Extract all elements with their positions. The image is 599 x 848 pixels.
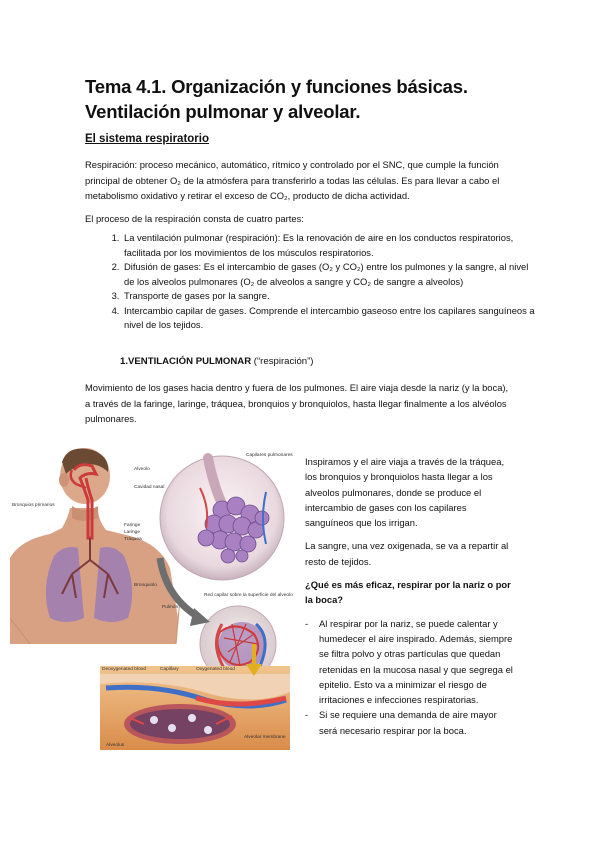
right-column-text <box>305 454 515 738</box>
inspiration-paragraph: Inspiramos y el aire viaja a través de la tráquea, los bronquios y bronquiolos hasta llegar a los alveolos pulmonares, donde se produce el intercambio de gases con los capilares sanguíneos que los irrigan. <box>305 456 505 529</box>
label-membrane: Alveolar membrane <box>244 735 286 740</box>
oxygenated-blood-paragraph: La sangre, una vez oxigenada, se va a repartir al resto de tejidos. <box>305 540 509 567</box>
label-bronquios-line1: Bronquios primarios <box>12 503 55 508</box>
label-cavidad-nasal: Cavidad nasal <box>134 485 165 490</box>
label-alveolo: Alveolo <box>134 467 150 472</box>
label-deoxygenated: Deoxygenated blood <box>102 667 147 672</box>
answer-list <box>305 616 515 738</box>
human-torso-drawing <box>10 448 180 644</box>
list-item: - Si se requiere una demanda de aire mayor será necesario respirar por la boca. <box>305 707 515 738</box>
list-item: 4. Intercambio capilar de gases. Comprende el intercambio gaseoso entre los capilares sanguíneos a nivel de los tejidos. <box>122 304 540 333</box>
page-title: Tema 4.1. Organización y funciones básicas. Ventilación pulmonar y alveolar. <box>85 76 468 122</box>
list-item: - Al respirar por la nariz, se puede calentar y humedecer el aire inspirado. Además, siempre se filtra polvo y otras partículas que quedan retenidas en la mucosa nasal y que segrega el epitelio. Esto va a minimizar el riesgo de irritaciones e infecciones respiratorias. <box>305 616 515 708</box>
subsection-heading-text: 1.VENTILACIÓN PULMONAR <box>120 356 252 367</box>
list-item: 1. La ventilación pulmonar (respiración): Es la renovación de aire en los conductos respiratorios, facilitada por los movimientos de los músculos respiratorios. <box>122 231 540 260</box>
label-capilares: Capilares pulmonares <box>246 453 293 458</box>
list-item: 3. Transporte de gases por la sangre. <box>122 289 540 304</box>
respiratory-illustration <box>10 448 300 754</box>
process-steps-list <box>100 231 540 333</box>
list-item: 2. Difusión de gases: Es el intercambio de gases (O₂ y CO₂) entre los pulmones y la sangre, al nivel de los alveolos pulmonares (O₂ de alveolos a sangre y CO₂ de sangre a alveolos) <box>122 260 540 289</box>
subsection-heading-note: (“respiración”) <box>253 356 314 367</box>
label-laringe: Laringe <box>124 530 141 535</box>
subsection-heading <box>120 356 314 367</box>
label-capillary: Capillary <box>160 667 179 672</box>
ventilation-paragraph: Movimiento de los gases hacia dentro y fuera de los pulmones. El aire viaja desde la nariz (y la boca), a través de la faringe, laringe, tráquea, bronquios y bronquiolos, hasta llegar finalmente a los alvéolos pulmonares. <box>85 382 509 424</box>
section-heading: El sistema respiratorio <box>85 133 209 145</box>
label-bronquiolo: Bronquiolo <box>134 583 157 588</box>
label-pulmon: Pulmón <box>162 605 179 610</box>
label-faringe: Faringe <box>124 523 141 528</box>
label-traquea: Tráquea <box>124 537 142 542</box>
respiratory-system-figure <box>10 448 300 754</box>
label-alveolus: Alveolus <box>106 743 125 748</box>
label-red-capilar: Red capilar sobre la superficie del alveolo <box>204 593 293 598</box>
process-intro: El proceso de la respiración consta de cuatro partes: <box>85 213 304 224</box>
intro-paragraph: Respiración: proceso mecánico, automático, rítmico y controlado por el SNC, que cumple la función principal de obtener O₂ de la atmósfera para transferirlo a todas las células. Es para llevar a cabo el metabolismo oxidativo y retirar el exceso de CO₂, producto de dicha actividad. <box>85 159 500 201</box>
label-oxygenated: Oxygenated blood <box>196 667 235 672</box>
alveolus-magnified <box>160 456 284 580</box>
question-heading: ¿Qué es más eficaz, respirar por la nariz o por la boca? <box>305 579 511 606</box>
